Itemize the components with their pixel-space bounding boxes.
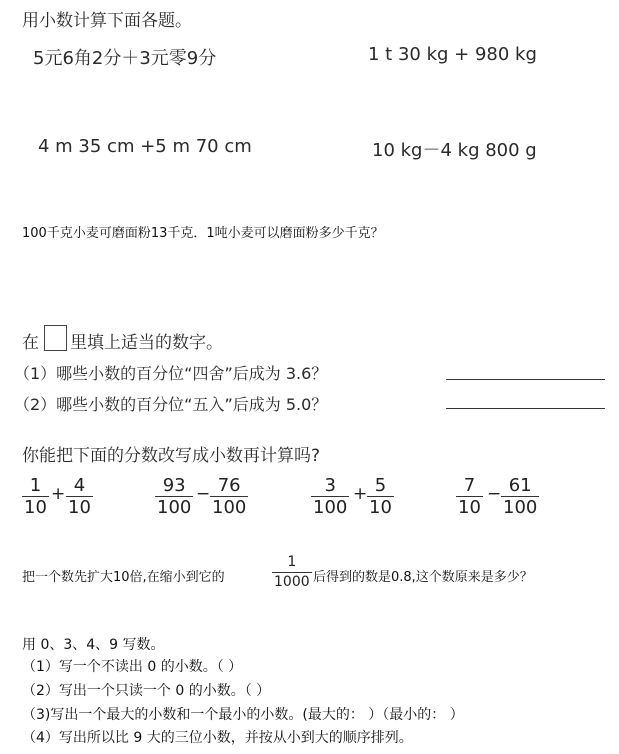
wheat-question: 100千克小麦可磨面粉13千克．1吨小麦可以磨面粉多少千克？ <box>22 226 384 241</box>
answer-line-1 <box>446 379 605 380</box>
fraction: 4 10 <box>68 475 91 518</box>
digits-item-1: （1）写一个不读出 0 的小数。（ ） <box>22 659 243 675</box>
fraction: 93 100 <box>157 475 192 518</box>
problem-2: 1 t 30 kg + 980 kg <box>368 44 537 65</box>
fraction: 1 10 <box>24 475 47 518</box>
fraction-section-title: 你能把下面的分数改写成小数再计算吗? <box>22 446 321 466</box>
problem-4: 10 kg－4 kg 800 g <box>372 140 537 161</box>
fill-prefix: 在 <box>22 333 39 353</box>
operator: + <box>353 484 368 504</box>
blank-box-icon <box>44 325 67 351</box>
fraction: 1 1000 <box>274 554 310 590</box>
digits-section-title: 用 0、3、4、9 写数。 <box>22 637 165 653</box>
digits-item-3: （3)写出一个最大的小数和一个最小的小数。(最大的： ）（最小的： ） <box>22 707 464 723</box>
fraction: 5 10 <box>369 475 392 518</box>
problem-1: 5元6角2分＋3元零9分 <box>33 48 217 69</box>
digits-item-4: （4）写出所以比 9 大的三位小数，并按从小到大的顺序排列。 <box>22 730 413 746</box>
digits-item-2: （2）写出一个只读一个 0 的小数。（ ） <box>22 683 271 699</box>
fraction: 61 100 <box>503 475 538 518</box>
fraction: 76 100 <box>212 475 247 518</box>
operator: − <box>487 484 502 504</box>
fill-suffix: 里填上适当的数字。 <box>70 333 223 353</box>
fraction: 7 10 <box>458 475 481 518</box>
section1-title: 用小数计算下面各题。 <box>22 11 192 31</box>
operator: + <box>51 484 66 504</box>
problem-3: 4 m 35 cm +5 m 70 cm <box>38 136 252 157</box>
operator: − <box>196 484 211 504</box>
answer-line-2 <box>446 408 605 409</box>
scale-question-start: 把一个数先扩大10倍,在缩小到它的 <box>22 570 225 585</box>
scale-question-end: 后得到的数是0.8,这个数原来是多少？ <box>313 570 533 585</box>
rounding-item-1: （1）哪些小数的百分位“四舍”后成为 3.6？ <box>14 364 328 383</box>
fraction: 3 100 <box>313 475 348 518</box>
rounding-item-2: （2）哪些小数的百分位“五入”后成为 5.0？ <box>14 395 328 414</box>
